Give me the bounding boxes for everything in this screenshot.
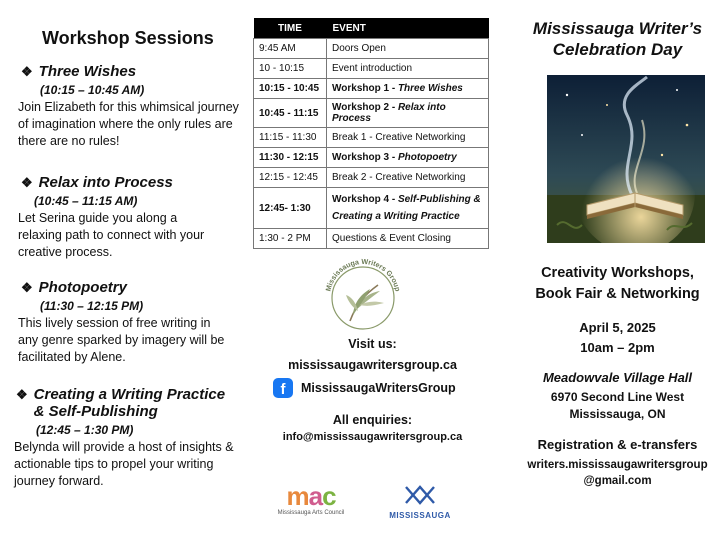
session-time: (10:45 – 11:15 AM) xyxy=(34,194,138,208)
row-time: 12:45- 1:30 xyxy=(254,188,327,229)
event-column-header: EVENT xyxy=(327,18,489,39)
session-name: Creating a Writing Practice & Self-Publishing xyxy=(33,386,226,420)
venue-address: 6970 Second Line West Mississauga, ON xyxy=(550,390,685,421)
row-time: 11:30 - 12:15 xyxy=(254,148,327,168)
registration-label: Registration & e-transfers xyxy=(537,437,698,452)
row-event: Workshop 1 - Three Wishes xyxy=(327,79,489,99)
session-time: (10:15 – 10:45 AM) xyxy=(40,83,145,97)
facebook-handle: MississaugaWritersGroup xyxy=(301,381,456,395)
table-row xyxy=(254,229,489,249)
enquiries-label: All enquiries: xyxy=(332,413,413,427)
table-row xyxy=(254,188,489,229)
row-time: 1:30 - 2 PM xyxy=(254,229,327,249)
table-row xyxy=(254,168,489,188)
event-title: Mississauga Writer’s Celebration Day xyxy=(532,19,703,59)
session-writing-practice xyxy=(14,386,242,490)
event-tagline: Creativity Workshops, Book Fair & Networking xyxy=(535,265,700,302)
row-event: Questions & Event Closing xyxy=(327,229,489,249)
diamond-bullet-icon: ❖ xyxy=(21,280,33,295)
row-event: Doors Open xyxy=(327,39,489,59)
session-three-wishes xyxy=(18,63,243,150)
table-row xyxy=(254,148,489,168)
schedule-table xyxy=(253,18,489,249)
time-column-header: TIME xyxy=(254,18,327,39)
session-photopoetry xyxy=(18,279,243,366)
schedule-header-row xyxy=(254,18,489,39)
website-link[interactable]: mississaugawritersgroup.ca xyxy=(288,358,457,372)
diamond-bullet-icon: ❖ xyxy=(21,175,33,190)
svg-text:Mississauga Writers Group: Mississauga Writers Group xyxy=(323,256,403,293)
row-event: Workshop 4 - Self-Publishing & Creating a Writing Practice xyxy=(327,188,489,229)
table-row xyxy=(254,79,489,99)
table-row xyxy=(254,99,489,128)
open-book-night-image xyxy=(547,75,705,243)
mississauga-writers-group-logo xyxy=(320,255,406,335)
registration-email[interactable]: writers.mississaugawritersgroup @gmail.com xyxy=(527,459,708,487)
table-row xyxy=(254,59,489,79)
row-event: Break 1 - Creative Networking xyxy=(327,128,489,148)
visit-us-label: Visit us: xyxy=(348,337,397,351)
table-row xyxy=(254,128,489,148)
session-relax-into-process xyxy=(18,174,243,261)
diamond-bullet-icon: ❖ xyxy=(16,387,28,402)
event-date-time xyxy=(515,318,720,358)
venue-name: Meadowvale Village Hall xyxy=(542,370,693,385)
row-event: Workshop 3 - Photopoetry xyxy=(327,148,489,168)
session-name: Photopoetry xyxy=(38,279,127,296)
enquiries-email[interactable]: info@mississaugawritersgroup.ca xyxy=(282,431,463,443)
row-time: 12:15 - 12:45 xyxy=(254,168,327,188)
session-description: Belynda will provide a host of insights & actionable tips to propel your writing journey forward. xyxy=(14,440,234,488)
row-time: 9:45 AM xyxy=(254,39,327,59)
workshop-sessions-column xyxy=(0,0,245,540)
city-emblem-icon xyxy=(403,484,437,506)
row-time: 10:15 - 10:45 xyxy=(254,79,327,99)
session-description: Join Elizabeth for this whimsical journey of imagination where the only rules are there are no rules! xyxy=(18,100,239,148)
row-event: Break 2 - Creative Networking xyxy=(327,168,489,188)
row-event: Event introduction xyxy=(327,59,489,79)
row-time: 10 - 10:15 xyxy=(254,59,327,79)
session-name: Relax into Process xyxy=(38,174,173,191)
city-of-mississauga-logo: MISSISSAUGA xyxy=(380,484,460,520)
session-description: Let Serina guide you along a relaxing path to connect with your creative process. xyxy=(18,211,205,259)
row-event: Workshop 2 - Relax into Process xyxy=(327,99,489,128)
session-time: (12:45 – 1:30 PM) xyxy=(36,423,134,437)
mississauga-arts-council-logo: mac Mississauga Arts Council xyxy=(277,481,345,516)
session-time: (11:30 – 12:15 PM) xyxy=(40,299,144,313)
event-time: 10am – 2pm xyxy=(580,340,655,355)
session-name: Three Wishes xyxy=(38,63,137,80)
diamond-bullet-icon: ❖ xyxy=(21,64,33,79)
event-date: April 5, 2025 xyxy=(579,320,656,335)
row-time: 11:15 - 11:30 xyxy=(254,128,327,148)
session-description: This lively session of free writing in any genre sparked by imagery will be facilitated by Alene. xyxy=(18,316,225,364)
table-row xyxy=(254,39,489,59)
row-time: 10:45 - 11:15 xyxy=(254,99,327,128)
workshop-sessions-heading: Workshop Sessions xyxy=(42,28,214,48)
facebook-icon: f xyxy=(273,378,293,398)
facebook-link[interactable] xyxy=(273,378,456,398)
